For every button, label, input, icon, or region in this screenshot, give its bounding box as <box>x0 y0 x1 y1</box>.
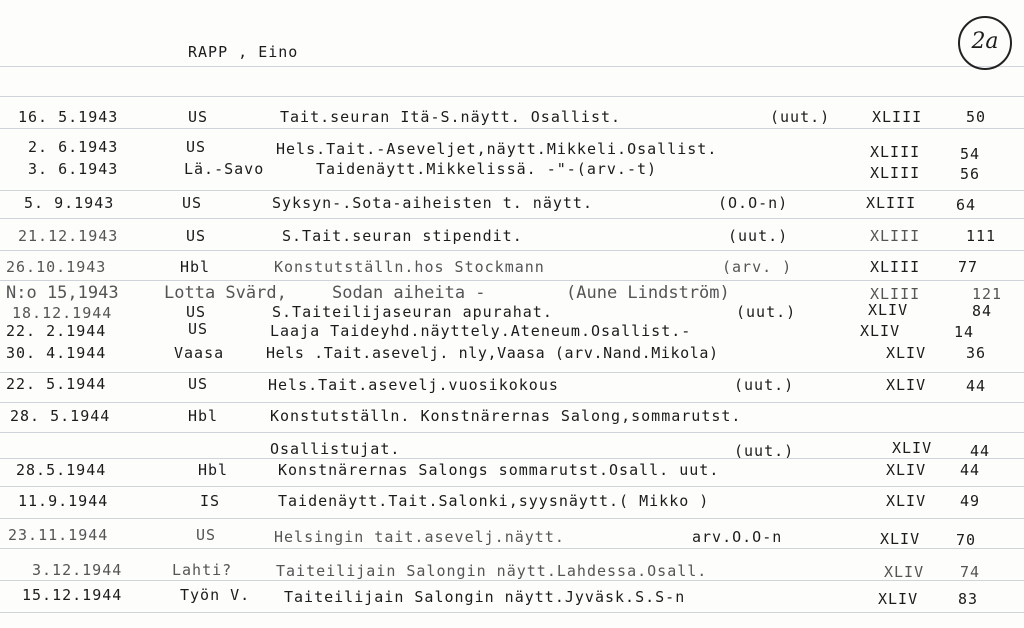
entry-date: 21.12.1943 <box>18 227 119 245</box>
entry-note: arv.O.O-n <box>692 528 783 546</box>
entry-source: Hbl <box>180 258 211 276</box>
ruled-line <box>0 96 1024 97</box>
entry-text: Osallistujat. <box>270 440 401 458</box>
entry-date: 2. 6.1943 <box>28 138 119 156</box>
entry-note: (uut.) <box>734 442 795 460</box>
entry-volume: XLIV <box>878 590 919 608</box>
entry-volume: XLIII <box>870 285 921 303</box>
entry-volume: XLIV <box>880 530 921 548</box>
entry-volume: XLIV <box>860 322 901 340</box>
entry-source: US <box>186 227 207 245</box>
entry-note: (uut.) <box>736 303 797 321</box>
entry-source: Lahti? <box>172 561 233 579</box>
entry-date: 11.9.1944 <box>18 492 109 510</box>
entry-note: (O.O-n) <box>718 194 789 212</box>
entry-text: Syksyn-.Sota-aiheisten t. näytt. <box>272 194 593 212</box>
entry-date: 28. 5.1944 <box>10 407 111 425</box>
entry-date: 5. 9.1943 <box>24 194 115 212</box>
entry-note: (uut.) <box>734 376 795 394</box>
entry-text: Taidenäytt.Mikkelissä. -"-(arv.-t) <box>316 160 658 178</box>
ruled-line <box>0 402 1024 403</box>
entry-date: 3. 6.1943 <box>28 160 119 178</box>
entry-note: (arv. ) <box>722 258 793 276</box>
entry-page: 70 <box>956 531 977 549</box>
entry-page: 54 <box>960 145 981 163</box>
card-name: RAPP , Eino <box>188 43 299 61</box>
entry-source: US <box>196 526 217 544</box>
entry-note: (Aune Lindström) <box>566 283 730 303</box>
ruled-line <box>0 612 1024 613</box>
entry-note: (uut.) <box>728 227 789 245</box>
entry-page: 36 <box>966 344 987 362</box>
entry-date: 30. 4.1944 <box>6 344 107 362</box>
entry-text: Konstnärernas Salongs sommarutst.Osall. uut. <box>278 461 720 479</box>
entry-volume: XLIV <box>868 301 909 319</box>
entry-date: 28.5.1944 <box>16 461 107 479</box>
entry-text: Sodan aiheita - <box>332 283 486 303</box>
entry-source: US <box>182 194 203 212</box>
entry-volume: XLIV <box>892 439 933 457</box>
ruled-line <box>0 66 1024 67</box>
entry-date: 18.12.1944 <box>12 304 113 322</box>
entry-source: US <box>188 320 209 338</box>
entry-page: 44 <box>960 461 981 479</box>
entry-text: Laaja Taideyhd.näyttely.Ateneum.Osallist.- <box>270 322 692 340</box>
entry-date: 16. 5.1943 <box>18 108 119 126</box>
entry-date: 22. 2.1944 <box>6 322 107 340</box>
entry-text: Helsingin tait.asevelj.näytt. <box>274 528 565 546</box>
entry-text: Taiteilijain Salongin näytt.Lahdessa.Osall. <box>276 562 708 580</box>
entry-volume: XLIV <box>886 376 927 394</box>
ruled-line <box>0 372 1024 373</box>
entry-text: Hels.Tait.-Aseveljet,näytt.Mikkeli.Osallist. <box>276 140 718 158</box>
entry-text: S.Taiteilijaseuran apurahat. <box>272 303 553 321</box>
entry-text: Hels .Tait.asevelj. nly,Vaasa (arv.Nand.Mikola) <box>266 344 719 362</box>
ruled-line <box>0 518 1024 519</box>
entry-text: Taidenäytt.Tait.Salonki,syysnäytt.( Mikko ) <box>278 492 710 510</box>
ruled-line <box>0 190 1024 191</box>
entry-page: 50 <box>966 108 987 126</box>
entry-date: 22. 5.1944 <box>6 375 107 393</box>
entry-source: Lä.-Savo <box>184 160 265 178</box>
entry-text: Konstutställn.hos Stockmann <box>274 258 545 276</box>
entry-source: Hbl <box>188 407 219 425</box>
entry-volume: XLIII <box>870 143 921 161</box>
entry-page: 84 <box>972 302 993 320</box>
ruled-line <box>0 250 1024 251</box>
entry-source: Työn V. <box>180 586 251 604</box>
ruled-line <box>0 580 1024 581</box>
entry-page: 74 <box>960 563 981 581</box>
entry-source: IS <box>200 492 221 510</box>
entry-date: 3.12.1944 <box>32 561 123 579</box>
entry-text: Tait.seuran Itä-S.näytt. Osallist. <box>280 108 622 126</box>
entry-date: 15.12.1944 <box>22 586 123 604</box>
ruled-line <box>0 486 1024 487</box>
entry-source: US <box>188 375 209 393</box>
entry-text: Taiteilijain Salongin näytt.Jyväsk.S.S-n <box>284 588 686 606</box>
entry-source: US <box>186 303 207 321</box>
entry-source: Hbl <box>198 461 229 479</box>
ruled-line <box>0 458 1024 459</box>
ruled-line <box>0 432 1024 433</box>
entry-page: 121 <box>972 285 1003 303</box>
entry-volume: XLIII <box>870 164 921 182</box>
entry-volume: XLIV <box>886 344 927 362</box>
entry-page: 56 <box>960 165 981 183</box>
entry-page: 14 <box>954 323 975 341</box>
entry-text: Konstutställn. Konstnärernas Salong,sommarutst. <box>270 407 742 425</box>
entry-date: 23.11.1944 <box>8 526 109 544</box>
entry-page: 44 <box>970 442 991 460</box>
entry-source: Vaasa <box>174 344 225 362</box>
ruled-line <box>0 548 1024 549</box>
entry-page: 64 <box>956 196 977 214</box>
entry-volume: XLIV <box>884 563 925 581</box>
entry-date: 26.10.1943 <box>6 258 107 276</box>
handwritten-number-stamp: 2a <box>958 16 1012 70</box>
entry-page: 77 <box>958 258 979 276</box>
entry-source: US <box>186 138 207 156</box>
entry-note: (uut.) <box>770 108 831 126</box>
entry-date: N:o 15,1943 <box>6 283 119 303</box>
entry-volume: XLIII <box>872 108 923 126</box>
entry-page: 111 <box>966 227 997 245</box>
entry-text: Hels.Tait.asevelj.vuosikokous <box>268 376 559 394</box>
entry-source: Lotta Svärd, <box>164 283 287 303</box>
entry-text: S.Tait.seuran stipendit. <box>282 227 523 245</box>
entry-page: 44 <box>966 377 987 395</box>
entry-volume: XLIV <box>886 461 927 479</box>
ruled-line <box>0 218 1024 219</box>
entry-volume: XLIV <box>886 492 927 510</box>
entry-volume: XLIII <box>870 227 921 245</box>
ruled-line <box>0 128 1024 129</box>
ruled-line <box>0 280 1024 281</box>
entry-page: 49 <box>960 492 981 510</box>
entry-volume: XLIII <box>870 258 921 276</box>
entry-volume: XLIII <box>866 194 917 212</box>
entry-page: 83 <box>958 590 979 608</box>
entry-source: US <box>188 108 209 126</box>
